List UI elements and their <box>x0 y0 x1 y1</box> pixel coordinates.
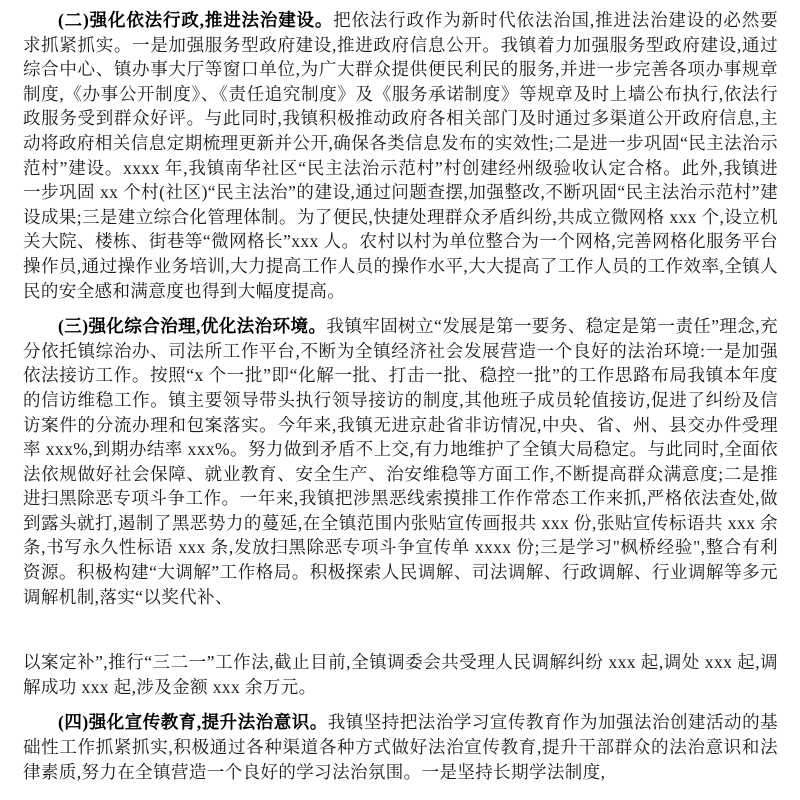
section-body: 我镇牢固树立“发展是第一要务、稳定是第一责任”理念,充分依托镇综治办、司法所工作平台,不断为全镇经济社会发展营造一个良好的法治环境:一是加强依法接访工作。按照“x 个一批”即“化解一批、打击一批、稳控一批”的工作思路布局我镇本年度的信访维稳工作。镇主要领导带头执行领导接访的制度,其他班子成员轮值接访,促进了纠纷及信访案件的分流办理和包案落实。今年来,我镇无进京赴省非访情况,中央、省、州、县交办件受理率 xxx%,到期办结率 xxx%。努力做到矛盾不上交,有力地维护了全镇大局稳定。与此同时,全面依法依规做好社会保障、就业教育、安全生产、治安维稳等方面工作,不断提高群众满意度;二是推进扫黑除恶专项斗争工作。一年来,我镇把涉黑恶线索摸排工作作常态工作来抓,严格依法查处,做到露头就打,遏制了黑恶势力的蔓延,在全镇范围内张贴宣传画报共 xxx 份,张贴宣传标语共 xxx 余条,书写永久性标语 xxx 条,发放扫黑除恶专项斗争宣传单 xxxx 份;三是学习"枫桥经验",整合有利资源。积极构建“大调解”工作格局。积极探索人民调解、司法调解、行政调解、行业调解等多元调解机制,落实“以奖代补、 <box>23 316 778 607</box>
paragraph-section-3 <box>23 314 778 609</box>
page-break-gap <box>23 620 778 650</box>
section-body: 我镇坚持把法治学习宣传教育作为加强法治创建活动的基础性工作抓紧抓实,积极通过各种渠道各种方式做好法治宣传教育,提升干部群众的法治意识和法律素质,努力在全镇营造一个良好的学习法治氛围。一是坚持长期学法制度, <box>23 712 778 782</box>
section-heading: (三)强化综合治理,优化法治环境。 <box>58 316 327 337</box>
section-body: 把依法行政作为新时代依法治国,推进法治建设的必然要求抓紧抓实。一是加强服务型政府建设,推进政府信息公开。我镇着力加强服务型政府建设,通过综合中心、镇办事大厅等窗口单位,为广大群众提供便民利民的服务,并进一步完善各项办事规章制度,《办事公开制度》、《责任追究制度》及《服务承诺制度》等规章及时上墙公布执行,依法行政服务受到群众好评。与此同时,我镇积极推动政府各相关部门及时通过多渠道公开政府信息,主动将政府相关信息定期梳理更新并公开,确保各类信息发布的实效性;二是进一步巩固“民主法治示范村”建设。xxxx 年,我镇南华社区“民主法治示范村”村创建经州级验收认定合格。此外,我镇进一步巩固 xx 个村(社区)“民主法治”的建设,通过问题查摆,加强整改,不断巩固“民主法治示范村”建设成果;三是建立综合化管理体制。为了便民,快捷处理群众矛盾纠纷,共成立微网格 xxx 个,设立机关大院、楼栋、街巷等“微网格长”xxx 人。农村以村为单位整合为一个网格,完善网格化服务平台操作员,通过操作业务培训,大力提高工作人员的操作水平,大大提高了工作人员的工作效率,全镇人民的安全感和满意度也得到大幅度提高。 <box>23 10 778 301</box>
paragraph-section-4 <box>23 710 778 784</box>
section-heading: (二)强化依法行政,推进法治建设。 <box>58 10 334 30</box>
section-body: 以案定补”,推行“三二一”工作法,截止目前,全镇调委会共受理人民调解纠纷 xxx 起,调处 xxx 起,调解成功 xxx 起,涉及金额 xxx 余万元。 <box>23 652 778 697</box>
paragraph-section-3-continued <box>23 650 778 699</box>
paragraph-section-2 <box>23 8 778 303</box>
section-heading: (四)强化宣传教育,提升法治意识。 <box>58 712 328 733</box>
